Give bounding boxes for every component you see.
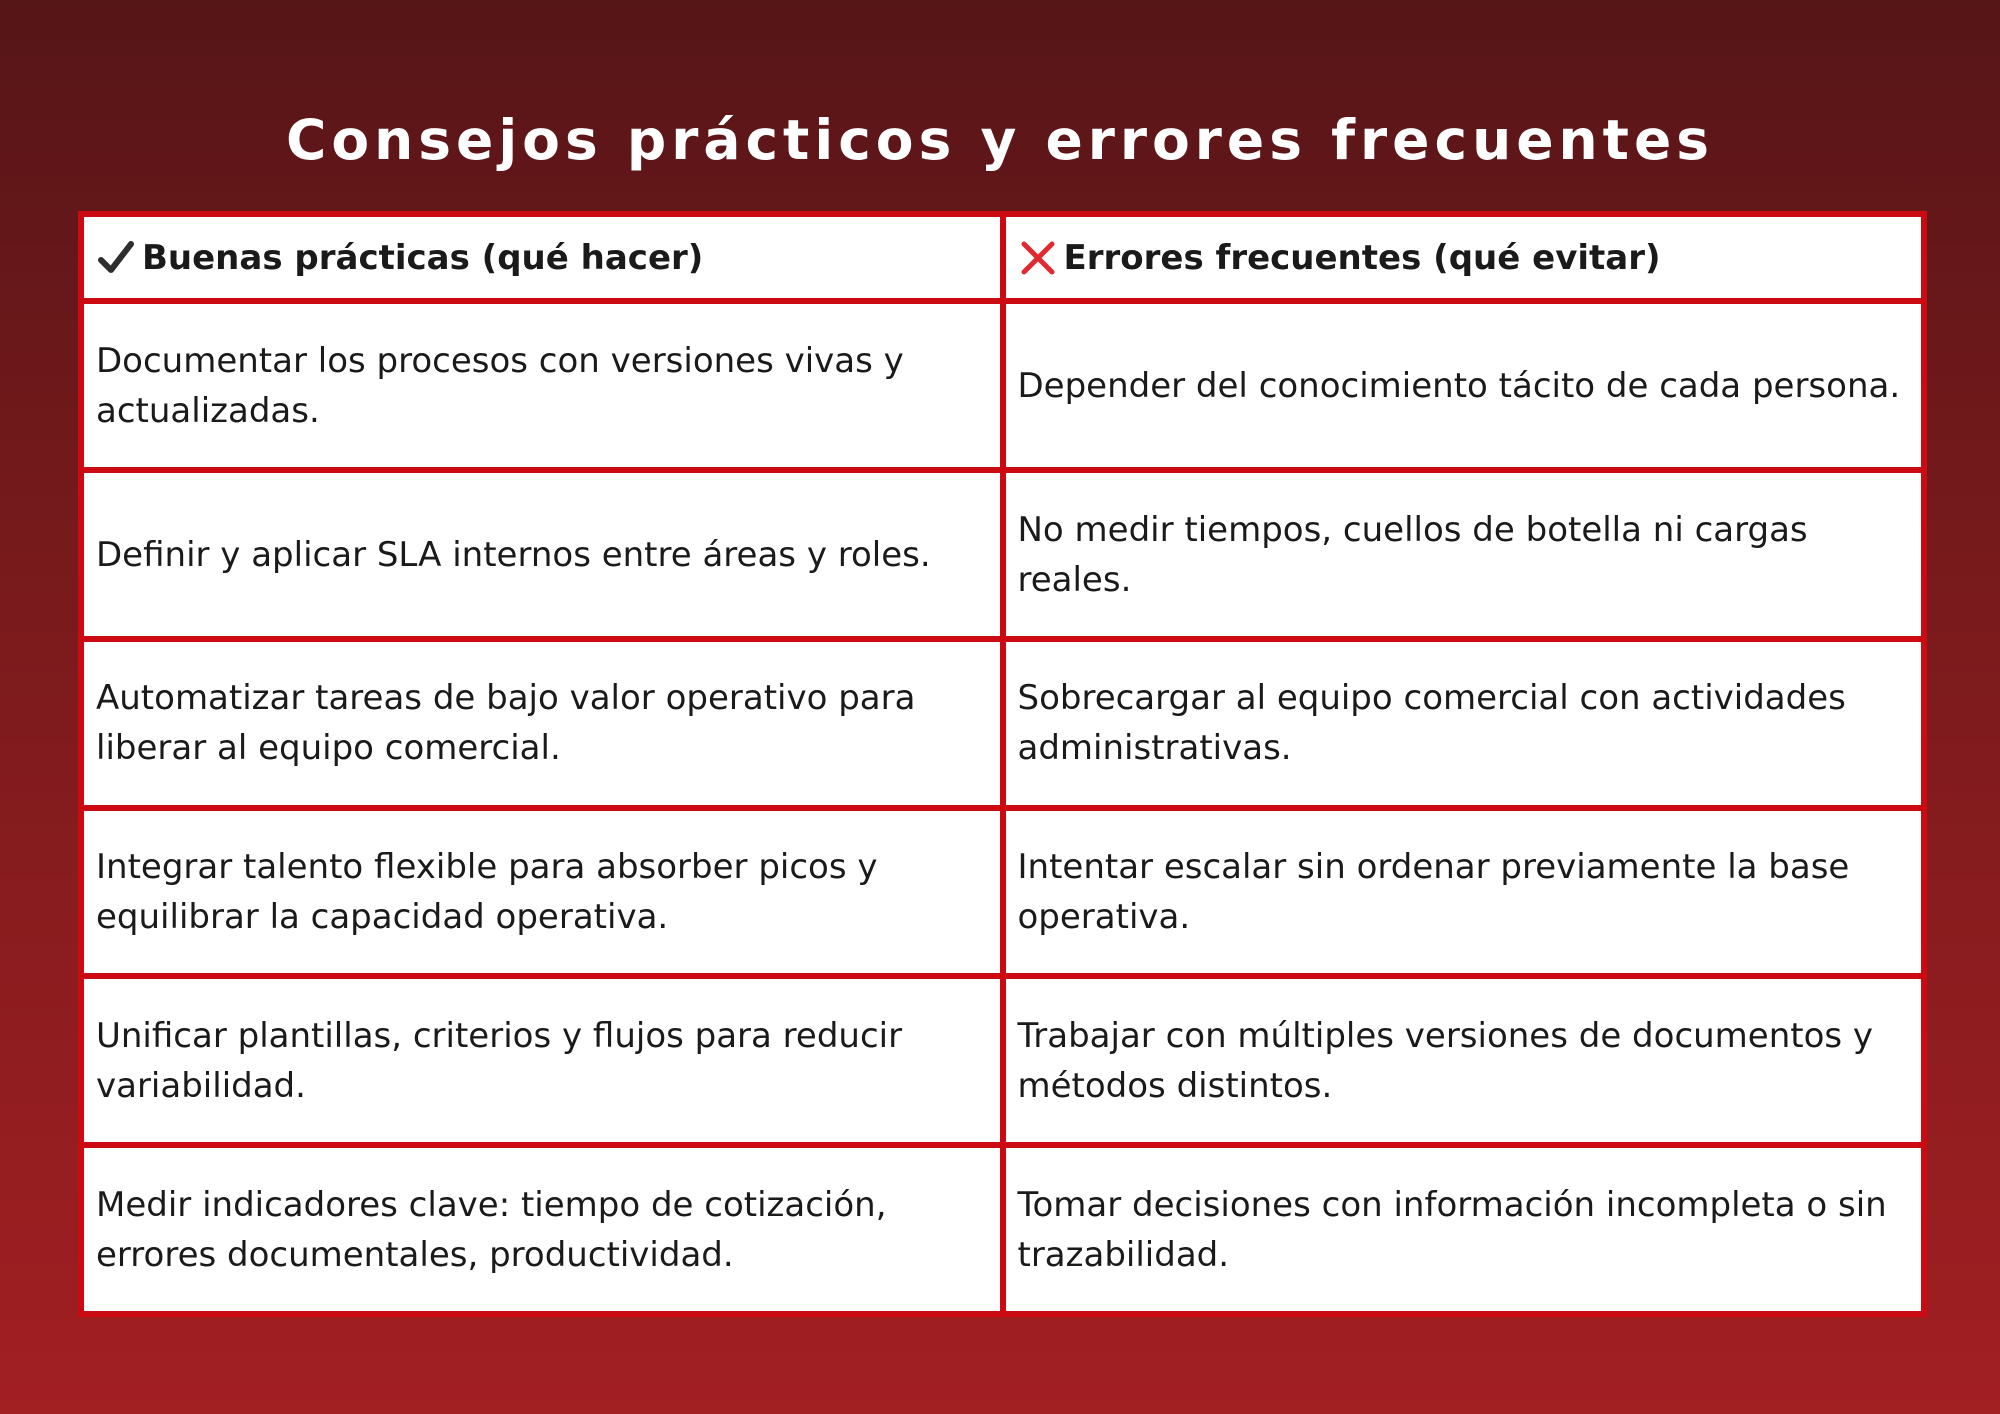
- table-row: [84, 473, 1921, 636]
- check-icon: [96, 238, 136, 278]
- common-error-cell: Trabajar con múltiples versiones de documentos y métodos distintos.: [1006, 979, 1922, 1142]
- cross-icon: [1018, 238, 1058, 278]
- table-row: [84, 1148, 1921, 1311]
- header-bad-cell: [1006, 217, 1922, 298]
- table-header-row: [84, 217, 1921, 298]
- good-practice-cell: Automatizar tareas de bajo valor operativo para liberar al equipo comercial.: [84, 642, 1000, 805]
- good-practice-cell: Medir indicadores clave: tiempo de cotización, errores documentales, productividad.: [84, 1148, 1000, 1311]
- common-error-cell: Intentar escalar sin ordenar previamente la base operativa.: [1006, 811, 1922, 974]
- header-good-label: Buenas prácticas (qué hacer): [142, 237, 704, 278]
- table-row: [84, 304, 1921, 467]
- good-practice-cell: Unificar plantillas, criterios y flujos para reducir variabilidad.: [84, 979, 1000, 1142]
- comparison-grid: [78, 211, 1927, 1317]
- table-row: [84, 979, 1921, 1142]
- common-error-cell: Depender del conocimiento tácito de cada persona.: [1006, 304, 1922, 467]
- comparison-table: [78, 211, 1927, 1317]
- table-row: [84, 811, 1921, 974]
- common-error-cell: No medir tiempos, cuellos de botella ni cargas reales.: [1006, 473, 1922, 636]
- good-practice-cell: Definir y aplicar SLA internos entre áreas y roles.: [84, 473, 1000, 636]
- common-error-cell: Sobrecargar al equipo comercial con actividades administrativas.: [1006, 642, 1922, 805]
- table-row: [84, 642, 1921, 805]
- good-practice-cell: Integrar talento flexible para absorber picos y equilibrar la capacidad operativa.: [84, 811, 1000, 974]
- header-good-cell: [84, 217, 1000, 298]
- header-bad-label: Errores frecuentes (qué evitar): [1063, 237, 1661, 278]
- good-practice-cell: Documentar los procesos con versiones vivas y actualizadas.: [84, 304, 1000, 467]
- page-title: Consejos prácticos y errores frecuentes: [285, 108, 1715, 172]
- common-error-cell: Tomar decisiones con información incompleta o sin trazabilidad.: [1006, 1148, 1922, 1311]
